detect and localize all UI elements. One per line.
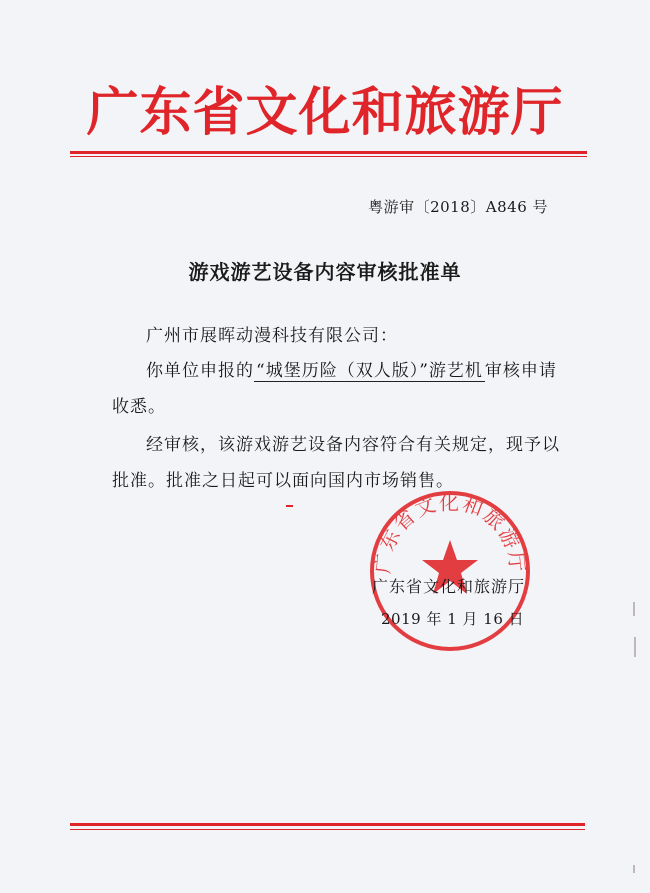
product-name: “城堡历险（双人版）”游艺机 <box>256 361 483 381</box>
footer-rule-thin <box>70 829 585 830</box>
salutation: 广州市展晖动漫科技有限公司： <box>146 326 398 346</box>
scan-mark <box>634 637 636 657</box>
seal-text: 广东省文化和旅游厅 <box>370 490 530 575</box>
scan-mark <box>633 602 635 616</box>
paragraph-approval: 经审核，该游戏游艺设备内容符合有关规定，现予以批准。批准之日起可以面向国内市场销售。 <box>112 435 560 491</box>
footer-rule-thick <box>70 823 585 826</box>
scan-mark <box>286 505 293 507</box>
official-seal <box>367 488 533 654</box>
header-rule-thin <box>70 156 587 157</box>
document-title: 游戏游艺设备内容审核批准单 <box>188 260 462 284</box>
paragraph-application <box>112 353 562 425</box>
issue-date: 2019 年 1 月 16 日 <box>381 610 525 628</box>
para1-prefix: 你单位申报的 <box>146 361 254 381</box>
authority-header: 广东省文化和旅游厅 <box>86 82 564 143</box>
para1-suffix: 审核申请收悉。 <box>112 361 557 417</box>
issuer-name: 广东省文化和旅游厅 <box>372 577 526 596</box>
scan-mark <box>633 865 635 873</box>
header-rule-thick <box>70 151 587 154</box>
document-number: 粤游审〔2018〕A846 号 <box>368 198 548 216</box>
